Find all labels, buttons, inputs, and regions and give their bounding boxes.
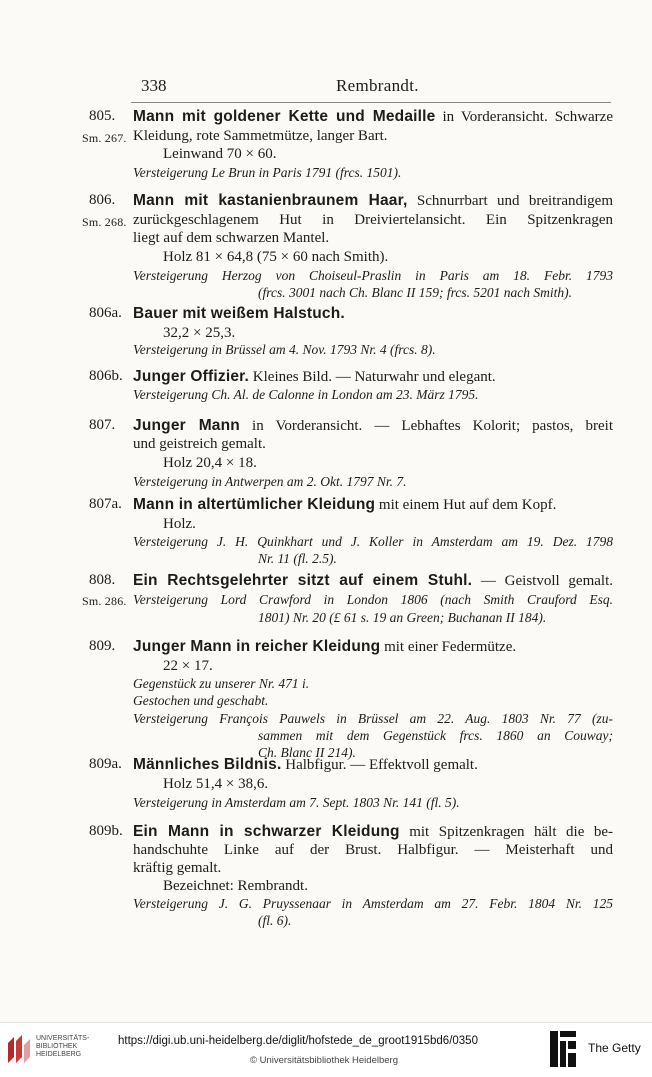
entry-title: Junger Offizier. <box>133 368 250 385</box>
entry-line: Mann in altertümlicher Kleidung mit einem Hut auf dem Kopf. <box>133 496 557 513</box>
entry-provenance-cont: Nr. 11 (fl. 2.5). <box>258 551 337 566</box>
library-logo-icon <box>6 1033 34 1065</box>
page-header <box>131 76 611 102</box>
entry-title: Junger Mann in reicher Kleidung <box>133 638 381 655</box>
entry-line: Junger Mann in reicher Kleidung mit einer Federmütze. <box>133 638 517 655</box>
entry-title: Mann mit kastanienbraunem Haar, <box>133 192 408 209</box>
entry-title: Mann in altertümlicher Kleidung <box>133 496 376 513</box>
entry-title: Bauer mit weißem Halstuch. <box>133 305 345 322</box>
entry-line: handschuhte Linke auf der Brust. Halbfigur. — Meisterhaft und <box>133 842 613 858</box>
entry-line: Mann mit kastanienbraunem Haar, Schnurrbart und breitrandigem <box>133 192 613 209</box>
entry-dimensions: 32,2 × 25,3. <box>163 325 236 341</box>
entry-provenance: Versteigerung Herzog von Choiseul-Praslin in Paris am 18. Febr. 1793 <box>133 268 613 283</box>
entry-line: Junger Mann in Vorderansicht. — Lebhaftes Kolorit; pastos, breit <box>133 417 613 434</box>
entry-title: Männliches Bildnis. <box>133 756 282 773</box>
entry-note: Gestochen und geschabt. <box>133 693 269 708</box>
entry-provenance: Versteigerung J. H. Quinkhart und J. Koller in Amsterdam am 19. Dez. 1798 <box>133 534 613 549</box>
entry-provenance: Versteigerung Ch. Al. de Calonne in London am 23. März 1795. <box>133 387 479 402</box>
entry-dimensions: Holz 81 × 64,8 (75 × 60 nach Smith). <box>163 249 389 265</box>
entry-number: 806a. <box>89 305 122 321</box>
entry-dimensions: Holz 51,4 × 38,6. <box>163 776 269 792</box>
entry-line <box>133 305 613 323</box>
entry-line: Kleidung, rote Sammetmütze, langer Bart. <box>133 128 388 144</box>
smith-reference: Sm. 268. <box>82 215 127 229</box>
entry-provenance: Versteigerung J. G. Pruyssenaar in Amsterdam am 27. Febr. 1804 Nr. 125 <box>133 896 613 911</box>
viewer-footer <box>0 1022 652 1077</box>
entry-title: Junger Mann <box>133 417 240 434</box>
entry-provenance-cont: (fl. 6). <box>258 913 292 928</box>
entry-number: 807. <box>89 417 116 433</box>
entry-number: 805. <box>89 108 116 124</box>
entry-line: Ein Mann in schwarzer Kleidung mit Spitzenkragen hält die be- <box>133 823 614 840</box>
entry-provenance: Versteigerung in Brüssel am 4. Nov. 1793 Nr. 4 (frcs. 8). <box>133 342 436 357</box>
entry-line: liegt auf dem schwarzen Mantel. <box>133 230 330 246</box>
entry-line: kräftig gemalt. <box>133 860 222 876</box>
page-number: 338 <box>141 76 167 95</box>
entry-provenance: Versteigerung in Antwerpen am 2. Okt. 1797 Nr. 7. <box>133 474 407 489</box>
permalink-url[interactable]: https://digi.ub.uni-heidelberg.de/diglit/hofstede_de_groot1915bd6/0350 <box>118 1035 478 1047</box>
entry-provenance: Versteigerung in Amsterdam am 7. Sept. 1803 Nr. 141 (fl. 5). <box>133 795 460 810</box>
entry-number: 807a. <box>89 496 122 512</box>
entry-number: 806. <box>89 192 116 208</box>
smith-reference: Sm. 286. <box>82 594 127 608</box>
running-title: Rembrandt. <box>336 76 419 95</box>
library-name: UNIVERSITÄTS- BIBLIOTHEK HEIDELBERG <box>36 1035 90 1058</box>
entry-provenance-cont: sammen mit dem Gegenstück frcs. 1860 an Couway; <box>258 728 613 743</box>
entry-number: 808. <box>89 572 116 588</box>
getty-label: The Getty <box>588 1041 641 1055</box>
entry-dimensions: 22 × 17. <box>163 658 213 674</box>
entry-line: und geistreich gemalt. <box>133 436 266 452</box>
entry-provenance-cont: (frcs. 3001 nach Ch. Blanc II 159; frcs. 5201 nach Smith). <box>258 285 572 300</box>
header-rule <box>131 102 611 103</box>
entry-number: 809. <box>89 638 116 654</box>
entry-line: Junger Offizier. Kleines Bild. — Naturwahr und elegant. <box>133 368 496 385</box>
entry-number: 809b. <box>89 823 123 839</box>
entry-line: zurückgeschlagenem Hut in Dreiviertelansicht. Ein Spitzenkragen <box>133 212 613 228</box>
entry-provenance-cont: Ch. Blanc II 214). <box>258 745 356 760</box>
entry-provenance-cont: 1801) Nr. 20 (£ 61 s. 19 an Green; Buchanan II 184). <box>258 610 547 625</box>
entry-provenance: Versteigerung Lord Crawford in London 1806 (nach Smith Crauford Esq. <box>133 592 613 607</box>
entry-signature: Bezeichnet: Rembrandt. <box>163 878 308 894</box>
entry-dimensions: Leinwand 70 × 60. <box>163 146 277 162</box>
getty-logo-icon <box>548 1029 578 1069</box>
entry-dimensions: Holz 20,4 × 18. <box>163 455 257 471</box>
copyright-notice: © Universitätsbibliothek Heidelberg <box>250 1055 398 1066</box>
entry-number: 809a. <box>89 756 122 772</box>
entry-title: Ein Mann in schwarzer Kleidung <box>133 823 400 840</box>
smith-reference: Sm. 267. <box>82 131 127 145</box>
entry-provenance: Versteigerung François Pauwels in Brüssel am 22. Aug. 1803 Nr. 77 (zu- <box>133 711 613 726</box>
entry-provenance: Versteigerung Le Brun in Paris 1791 (frcs. 1501). <box>133 165 402 180</box>
entry-number: 806b. <box>89 368 123 384</box>
entry-line: Ein Rechtsgelehrter sitzt auf einem Stuhl. — Geistvoll gemalt. <box>133 572 613 589</box>
entry-line: Mann mit goldener Kette und Medaille in Vorderansicht. Schwarze <box>133 108 613 125</box>
entry-title: Ein Rechtsgelehrter sitzt auf einem Stuhl. <box>133 572 473 589</box>
entry-support: Holz. <box>163 516 196 532</box>
entry-line: Männliches Bildnis. Halbfigur. — Effektvoll gemalt. <box>133 756 478 773</box>
entry-note: Gegenstück zu unserer Nr. 471 i. <box>133 676 310 691</box>
entry-title: Mann mit goldener Kette und Medaille <box>133 108 436 125</box>
